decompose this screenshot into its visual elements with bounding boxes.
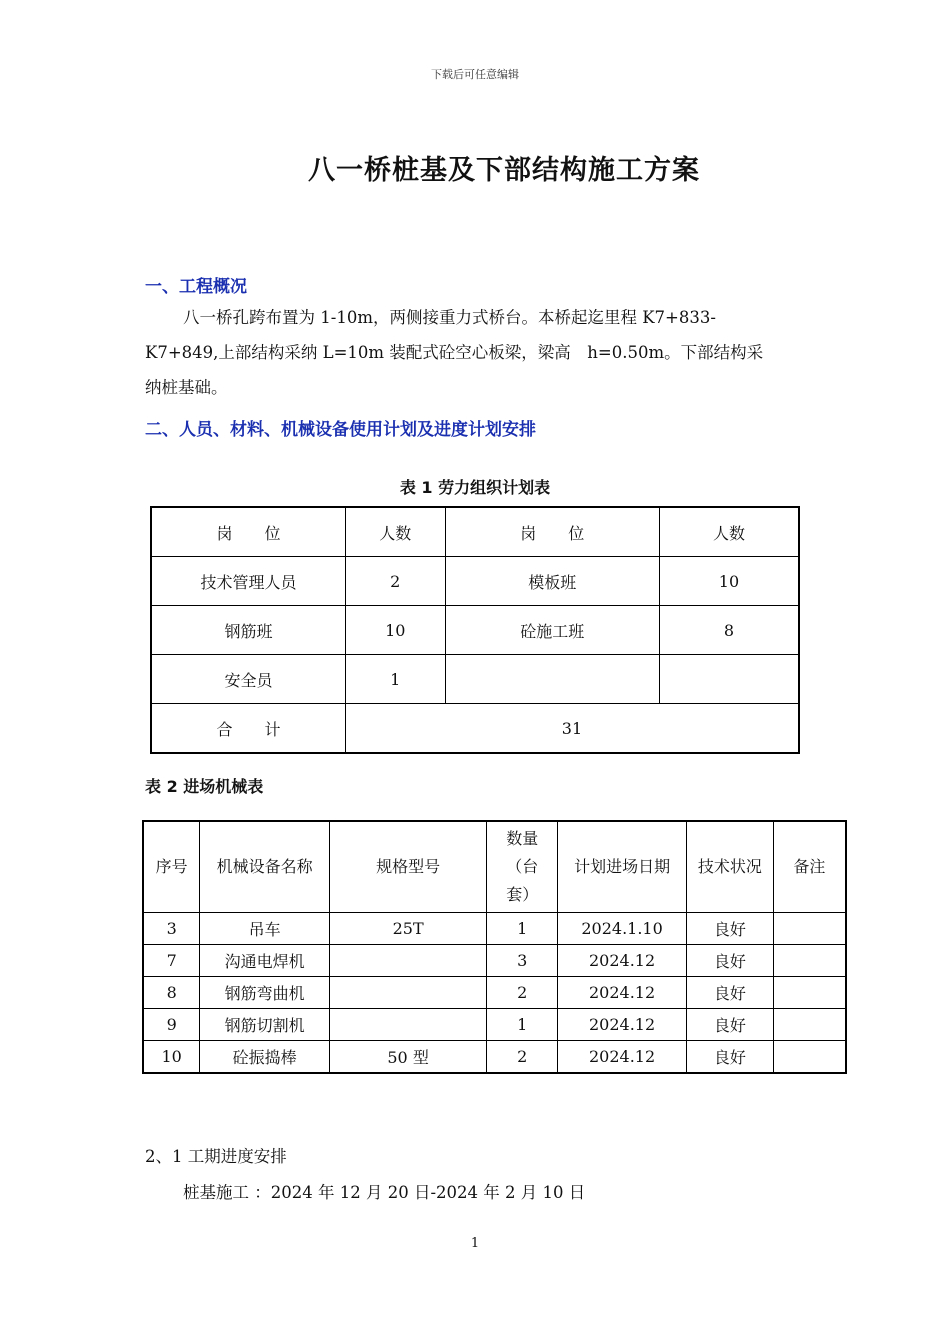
machinery-table xyxy=(142,820,847,1074)
table-cell: 沟通电焊机 xyxy=(200,945,330,977)
table-cell: 3 xyxy=(487,945,558,977)
total-value: 31 xyxy=(345,704,799,754)
table-cell: 钢筋班 xyxy=(151,606,345,655)
header-cell: 序号 xyxy=(143,821,200,913)
table-cell: 2 xyxy=(345,557,445,606)
table-cell: 8 xyxy=(143,977,200,1009)
table-cell: 吊车 xyxy=(200,913,330,945)
header-cell: 规格型号 xyxy=(329,821,486,913)
table-cell xyxy=(773,1041,846,1074)
table-cell: 安全员 xyxy=(151,655,345,704)
header-cell: 计划进场日期 xyxy=(558,821,687,913)
header-cell: 备注 xyxy=(773,821,846,913)
table-cell: 良好 xyxy=(686,945,773,977)
overview-line: K7+849,上部结构采纳 L=10m 装配式砼空心板梁，梁高 h=0.50m。下部结构采 xyxy=(145,343,764,362)
table-cell: 2024.12 xyxy=(558,1041,687,1074)
table-cell: 1 xyxy=(345,655,445,704)
overview-line: 纳桩基础。 xyxy=(145,378,228,397)
table-cell: 钢筋切割机 xyxy=(200,1009,330,1041)
table-cell xyxy=(329,1009,486,1041)
header-quantity-line: 数量 xyxy=(506,829,539,848)
table-row xyxy=(151,655,799,704)
table-cell: 3 xyxy=(143,913,200,945)
table-row xyxy=(143,913,846,945)
table-cell: 8 xyxy=(659,606,799,655)
table-cell: 9 xyxy=(143,1009,200,1041)
labor-plan-table xyxy=(150,506,800,754)
section-heading-resources: 二、人员、材料、机械设备使用计划及进度计划安排 xyxy=(145,420,536,440)
table-cell: 2024.12 xyxy=(558,945,687,977)
table-cell xyxy=(329,977,486,1009)
table-header-row xyxy=(151,507,799,557)
table2-caption: 表 2 进场机械表 xyxy=(145,777,264,796)
table-header-row xyxy=(143,821,846,913)
table-cell: 10 xyxy=(659,557,799,606)
header-note: 下载后可任意编辑 xyxy=(431,68,519,81)
table-row xyxy=(143,977,846,1009)
table-cell: 2 xyxy=(487,1041,558,1074)
table-cell xyxy=(773,977,846,1009)
header-quantity-line: （台 xyxy=(506,857,539,876)
header-cell: 岗 位 xyxy=(151,507,345,557)
table-cell: 10 xyxy=(143,1041,200,1074)
header-cell: 技术状况 xyxy=(686,821,773,913)
table-cell: 7 xyxy=(143,945,200,977)
table-cell: 2024.12 xyxy=(558,1009,687,1041)
schedule-heading: 2、1 工期进度安排 xyxy=(145,1147,287,1166)
table-cell: 25T xyxy=(329,913,486,945)
header-quantity-line: 套） xyxy=(506,885,539,904)
header-cell: 岗 位 xyxy=(445,507,659,557)
document-title: 八一桥桩基及下部结构施工方案 xyxy=(308,155,700,186)
table-row xyxy=(143,945,846,977)
table-cell xyxy=(659,655,799,704)
schedule-item: 桩基施工 ：2024 年 12 月 20 日-2024 年 2 月 10 日 xyxy=(183,1183,586,1202)
table-cell: 1 xyxy=(487,1009,558,1041)
table-cell: 2 xyxy=(487,977,558,1009)
table-cell: 良好 xyxy=(686,1009,773,1041)
table-cell: 1 xyxy=(487,913,558,945)
table-cell: 良好 xyxy=(686,977,773,1009)
section-heading-overview: 一、工程概况 xyxy=(145,277,247,297)
overview-line: 八一桥孔跨布置为 1-10m，两侧接重力式桥台。本桥起迄里程 K7+833- xyxy=(183,308,716,327)
table-row xyxy=(143,1041,846,1074)
table-cell: 10 xyxy=(345,606,445,655)
table-cell xyxy=(329,945,486,977)
header-cell-quantity xyxy=(487,821,558,913)
table-row xyxy=(151,557,799,606)
table-cell: 良好 xyxy=(686,913,773,945)
table-cell: 技术管理人员 xyxy=(151,557,345,606)
header-cell: 人数 xyxy=(659,507,799,557)
header-cell: 人数 xyxy=(345,507,445,557)
table-cell xyxy=(445,655,659,704)
table-cell: 钢筋弯曲机 xyxy=(200,977,330,1009)
table-cell xyxy=(773,1009,846,1041)
table-cell: 砼施工班 xyxy=(445,606,659,655)
table-cell: 模板班 xyxy=(445,557,659,606)
table-cell: 良好 xyxy=(686,1041,773,1074)
table-cell: 2024.1.10 xyxy=(558,913,687,945)
overview-paragraph xyxy=(145,300,810,405)
table-cell xyxy=(773,945,846,977)
table-row xyxy=(151,606,799,655)
table-cell xyxy=(773,913,846,945)
table-cell: 2024.12 xyxy=(558,977,687,1009)
table-row xyxy=(143,1009,846,1041)
table1-caption: 表 1 劳力组织计划表 xyxy=(399,478,551,497)
total-label: 合 计 xyxy=(151,704,345,754)
page-number: 1 xyxy=(470,1236,480,1251)
table-cell: 砼振捣棒 xyxy=(200,1041,330,1074)
table-total-row xyxy=(151,704,799,754)
header-cell: 机械设备名称 xyxy=(200,821,330,913)
table-cell: 50 型 xyxy=(329,1041,486,1074)
